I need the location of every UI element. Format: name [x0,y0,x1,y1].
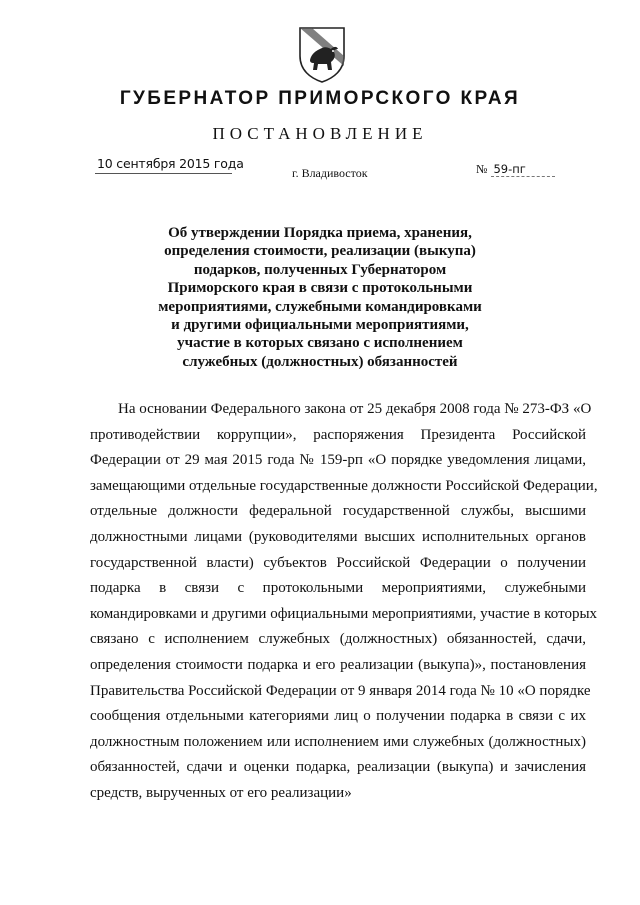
document-number [476,162,566,177]
body-line: обязанностей, сдачи и оценки подарка, реализации (выкупа) и зачисления [90,759,586,776]
number-prefix: № [476,162,488,176]
title-line: служебных (должностных) обязанностей [182,353,458,370]
body-line: Правительства Российской Федерации от 9 января 2014 года № 10 «О порядке [90,682,591,699]
body-line: противодействии коррупции», распоряжения Президента Российской [90,426,586,443]
body-line: должностными лицами (руководителями высших исполнительных органов [90,528,586,545]
body-line: Федерации от 29 мая 2015 года № 159-рп «О порядке уведомления лицами, [90,452,586,469]
number-value: 59-пг [491,162,555,177]
body-line: связано с исполнением служебных (должностных) обязанностей, сдачи, [90,631,586,648]
document-type: ПОСТАНОВЛЕНИЕ [212,124,428,143]
document-title [150,224,490,371]
title-line: мероприятиями, служебными командировками [158,298,482,315]
authority-title: ГУБЕРНАТОР ПРИМОРСКОГО КРАЯ [119,88,521,109]
body-line: На основании Федерального закона от 25 декабря 2008 года № 273-ФЗ «О [118,401,592,417]
document-city: г. Владивосток [292,166,368,180]
body-line: сообщения отдельными категориями лиц о получении подарка в связи с их [90,708,586,725]
body-line: замещающими отдельные государственные должности Российской Федерации, [90,477,598,494]
document-date: 10 сентября 2015 года [95,156,232,174]
document-body [90,397,598,807]
title-line: определения стоимости, реализации (выкупа) [164,243,476,260]
title-line: подарков, полученных Губернатором [193,261,447,278]
body-line: определения стоимости подарка и его реализации (выкупа)», постановления [90,656,586,673]
title-line: Приморского края в связи с протокольными [167,280,473,297]
body-line: государственной власти) субъектов Российской Федерации о получении [90,554,586,571]
title-line: и другими официальными мероприятиями, [171,317,469,334]
body-line: подарка в связи с протокольными мероприятиями, служебными [90,580,586,597]
body-line: средств, вырученных от его реализации» [90,784,352,801]
coat-of-arms-icon [298,26,346,84]
body-line: отдельные должности федеральной государственной службы, высшими [90,503,586,520]
body-line: командировками и другими официальными мероприятиями, участие в которых [90,605,598,622]
body-line: должностным положением или исполнением ими служебных (должностных) [90,733,586,750]
title-line: участие в которых связано с исполнением [177,335,463,352]
title-line: Об утверждении Порядка приема, хранения, [168,225,472,241]
